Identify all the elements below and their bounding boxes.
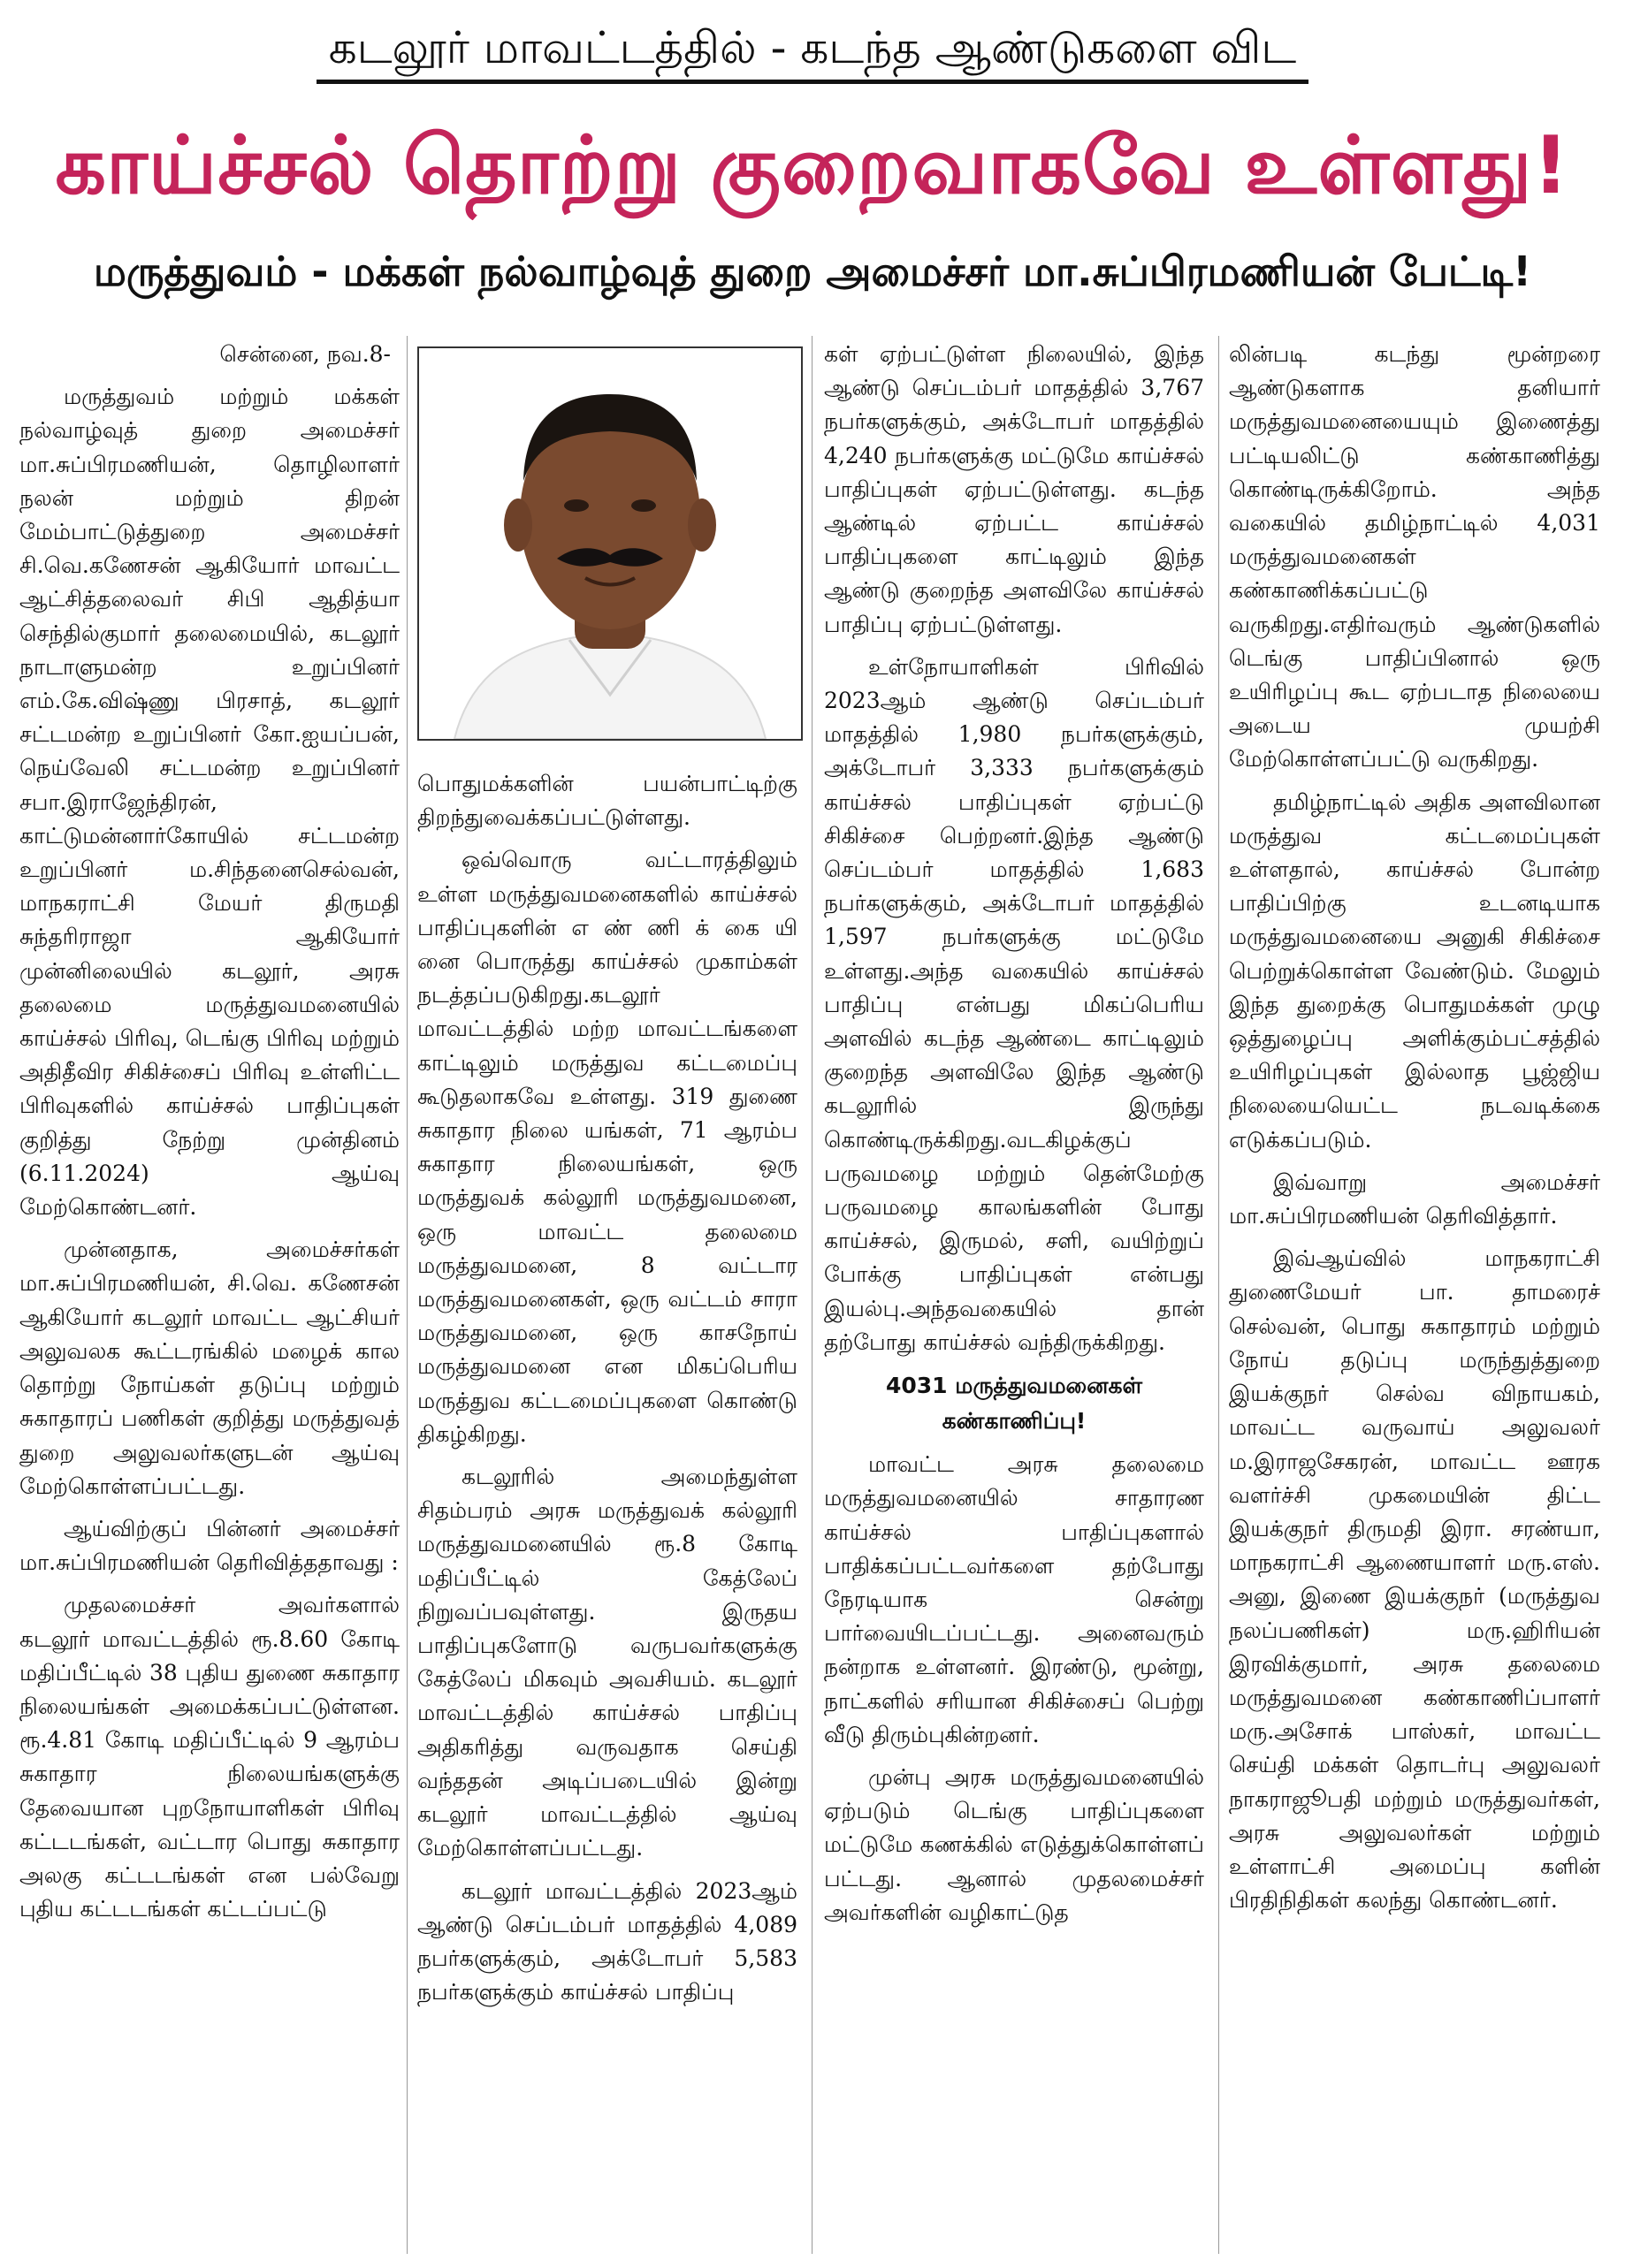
column-divider [1218, 336, 1219, 2254]
paragraph: முன்னதாக, அமைச்சர்கள் மா.சுப்பிரமணியன், சி.வெ. கணேசன் ஆகியோர் கடலூர் மாவட்ட ஆட்சியர் அலுவலக கூட்டரங்கில் மழைக் கால தொற்று நோய்கள் தடுப்பு மற்றும் சுகாதாரப் பணிகள் குறித்து மருத்துவத் துறை அலுவலர்களுடன் ஆய்வு மேற்கொள்ளப்பட்டது. [19, 1237, 400, 1499]
column-1 [19, 338, 400, 2247]
paragraph: ஆய்விற்குப் பின்னர் அமைச்சர் மா.சுப்பிரமணியன் தெரிவித்ததாவது : [19, 1515, 400, 1576]
paragraph: இவ்ஆய்வில் மாநகராட்சி துணைமேயர் பா. தாமரைச் செல்வன், பொது சுகாதாரம் மற்றும் நோய் தடுப்பு மருந்துத்துறை இயக்குநர் செல்வ விநாயகம், மாவட்ட வருவாய் அலுவலர் ம.இராஜசேகரன், மாவட்ட ஊரக வளர்ச்சி முகமையின் திட்ட இயக்குநர் திருமதி இரா. சரண்யா, மாநகராட்சி ஆணையாளர் மரு.எஸ். அனு, இணை இயக்குநர் (மருத்துவ நலப்பணிகள்) மரு.ஹிரியன் இரவிக்குமார், அரசு தலைமை மருத்துவமனை கண்காணிப்பாளர் மரு.அசோக் பாஸ்கர், மாவட்ட செய்தி மக்கள் தொடர்பு அலுவலர் நாகராஜூபதி மற்றும் மருத்துவர்கள், அரசு அலுவலர்கள் மற்றும் உள்ளாட்சி அமைப்பு களின் பிரதிநிதிகள் கலந்து கொண்டனர். [1229, 1245, 1600, 1914]
section-subtitle: 4031 மருத்துவமனைகள் கண்காணிப்பு! [885, 1373, 1143, 1435]
subheadline: மருத்துவம் - மக்கள் நல்வாழ்வுத் துறை அமைச்சர் மா.சுப்பிரமணியன் பேட்டி! [93, 247, 1532, 295]
column-divider [407, 336, 408, 2254]
paragraph: லின்படி கடந்து மூன்றரை ஆண்டுகளாக தனியார் மருத்துவமனையையும் இணைத்து பட்டியலிட்டு கண்காணித்து கொண்டிருக்கிறோம். அந்த வகையில் தமிழ்நாட்டில் 4,031 மருத்துவமனைகள் கண்காணிக்கப்பட்டு வருகிறது.எதிர்வரும் ஆண்டுகளில் டெங்கு பாதிப்பினால் ஒரு உயிரிழப்பு கூட ஏற்படாத நிலையை அடைய முயற்சி மேற்கொள்ளப்பட்டு வருகிறது. [1229, 341, 1600, 772]
dateline: சென்னை, நவ.8- [219, 341, 391, 367]
paragraph: கடலூரில் அமைந்துள்ள சிதம்பரம் அரசு மருத்துவக் கல்லூரி மருத்துவமனையில் ரூ.8 கோடி மதிப்பீட்டில் கேத்லேப் நிறுவப்பவுள்ளது. இருதய பாதிப்புகளோடு வருபவர்களுக்கு கேத்லேப் மிகவும் அவசியம். கடலூர் மாவட்டத்தில் காய்ச்சல் பாதிப்பு அதிகரித்து வருவதாக செய்தி வந்ததன் அடிப்படையில் இன்று கடலூர் மாவட்டத்தில் ஆய்வு மேற்கொள்ளப்பட்டது. [417, 1464, 797, 1861]
paragraph: மாவட்ட அரசு தலைமை மருத்துவமனையில் சாதாரண காய்ச்சல் பாதிப்புகளால் பாதிக்கப்பட்டவர்களை தற்போது நேரடியாக சென்று பார்வையிடப்பட்டது. அனைவரும் நன்றாக உள்ளனர். இரண்டு, மூன்று, நாட்களில் சரியான சிகிச்சைப் பெற்று வீடு திரும்புகின்றனர். [824, 1451, 1204, 1747]
paragraph: ஒவ்வொரு வட்டாரத்திலும் உள்ள மருத்துவமனைகளில் காய்ச்சல் பாதிப்புகளின் எ ண் ணி க் கை யி னை பொருத்து காய்ச்சல் முகாம்கள் நடத்தப்படுகிறது.கடலூர் மாவட்டத்தில் மற்ற மாவட்டங்களை காட்டிலும் மருத்துவ கட்டமைப்பு கூடுதலாகவே உள்ளது. 319 துணை சுகாதார நிலை யங்கள், 71 ஆரம்ப சுகாதார நிலையங்கள், ஒரு மருத்துவக் கல்லூரி மருத்துவமனை, ஒரு மாவட்ட தலைமை மருத்துவமனை, 8 வட்டார மருத்துவமனைகள், ஒரு வட்டம் சாரா மருத்துவமனை, ஒரு காசநோய் மருத்துவமனை என மிகப்பெரிய மருத்துவ கட்டமைப்புகளை கொண்டு திகழ்கிறது. [417, 847, 797, 1447]
paragraph: மருத்துவம் மற்றும் மக்கள் நல்வாழ்வுத் துறை அமைச்சர் மா.சுப்பிரமணியன், தொழிலாளர் நலன் மற்றும் திறன் மேம்பாட்டுத்துறை அமைச்சர் சி.வெ.கணேசன் ஆகியோர் மாவட்ட ஆட்சித்தலைவர் சிபி ஆதித்யா செந்தில்குமார் தலைமையில், கடலூர் நாடாளுமன்ற உறுப்பினர் எம்.கே.விஷ்ணு பிரசாத், கடலூர் சட்டமன்ற உறுப்பினர் கோ.ஐயப்பன், நெய்வேலி சட்டமன்ற உறுப்பினர் சபா.இராஜேந்திரன், காட்டுமன்னார்கோயில் சட்டமன்ற உறுப்பினர் ம.சிந்தனைசெல்வன், மாநகராட்சி மேயர் திருமதி சுந்தரிராஜா ஆகியோர் முன்னிலையில் கடலூர், அரசு தலைமை மருத்துவமனையில் காய்ச்சல் பிரிவு, டெங்கு பிரிவு மற்றும் அதிதீவிர சிகிச்சைப் பிரிவு உள்ளிட்ட பிரிவுகளில் காய்ச்சல் பாதிப்புகள் குறித்து நேற்று முன்தினம் (6.11.2024) ஆய்வு மேற்கொண்டனர். [19, 384, 400, 1221]
paragraph: இவ்வாறு அமைச்சர் மா.சுப்பிரமணியன் தெரிவித்தார். [1229, 1168, 1600, 1229]
paragraph: கடலூர் மாவட்டத்தில் 2023ஆம் ஆண்டு செப்டம்பர் மாதத்தில் 4,089 நபர்களுக்கும், அக்டோபர் 5,583 நபர்களுக்கும் காய்ச்சல் பாதிப்பு [417, 1877, 797, 2005]
paragraph: முதலமைச்சர் அவர்களால் கடலூர் மாவட்டத்தில் ரூ.8.60 கோடி மதிப்பீட்டில் 38 புதிய துணை சுகாதார நிலையங்கள் அமைக்கப்பட்டுள்ளன. ரூ.4.81 கோடி மதிப்பீட்டில் 9 ஆரம்ப சுகாதார நிலையங்களுக்கு தேவையான புறநோயாளிகள் பிரிவு கட்டடங்கள், வட்டார பொது சுகாதார அலகு கட்டடங்கள் என பல்வேறு புதிய கட்டடங்கள் கட்டப்பட்டு [19, 1592, 400, 1922]
kicker-text: கடலூர் மாவட்டத்தில் - கடந்த ஆண்டுகளை விட [317, 19, 1308, 84]
kicker [0, 19, 1625, 84]
column-3 [824, 338, 1204, 2247]
paragraph: கள் ஏற்பட்டுள்ள நிலையில், இந்த ஆண்டு செப்டம்பர் மாதத்தில் 3,767 நபர்களுக்கும், அக்டோபர் மாதத்தில் 4,240 நபர்களுக்கு மட்டுமே காய்ச்சல் பாதிப்புகள் ஏற்பட்டுள்ளது. கடந்த ஆண்டில் ஏற்பட்ட காய்ச்சல் பாதிப்புகளை காட்டிலும் இந்த ஆண்டு குறைந்த அளவிலே காய்ச்சல் பாதிப்பு ஏற்பட்டுள்ளது. [824, 341, 1204, 637]
paragraph: முன்பு அரசு மருத்துவமனையில் ஏற்படும் டெங்கு பாதிப்புகளை மட்டுமே கணக்கில் எடுத்துக்கொள்ளப் பட்டது. ஆனால் முதலமைச்சர் அவர்களின் வழிகாட்டுத [824, 1763, 1204, 1925]
portrait-icon [419, 348, 801, 739]
paragraph: பொதுமக்களின் பயன்பாட்டிற்கு திறந்துவைக்கப்பட்டுள்ளது. [417, 771, 797, 831]
column-4 [1229, 338, 1600, 2247]
paragraph: உள்நோயாளிகள் பிரிவில் 2023ஆம் ஆண்டு செப்டம்பர் மாதத்தில் 1,980 நபர்களுக்கும், அக்டோபர் 3,333 நபர்களுக்கும் காய்ச்சல் பாதிப்புகள் ஏற்பட்டு சிகிச்சை பெற்றனர்.இந்த ஆண்டு செப்டம்பர் மாதத்தில் 1,683 நபர்களுக்கும், அக்டோபர் மாதத்தில் 1,597 நபர்களுக்கு மட்டுமே உள்ளது.அந்த வகையில் காய்ச்சல் பாதிப்பு என்பது மிகப்பெரிய அளவில் கடந்த ஆண்டை காட்டிலும் குறைந்த அளவிலே இந்த ஆண்டு கடலூரில் இருந்து கொண்டிருக்கிறது.வடகிழக்குப் பருவமழை மற்றும் தென்மேற்கு பருவமழை காலங்களின் போது காய்ச்சல், இருமல், சளி, வயிற்றுப் போக்கு பாதிப்புகள் என்பது இயல்பு.அந்தவகையில் தான் தற்போது காய்ச்சல் வந்திருக்கிறது. [824, 653, 1204, 1355]
column-2 [417, 767, 797, 2243]
paragraph: தமிழ்நாட்டில் அதிக அளவிலான மருத்துவ கட்டமைப்புகள் உள்ளதால், காய்ச்சல் போன்ற பாதிப்பிற்கு உடனடியாக மருத்துவமனையை அனுகி சிகிச்சை பெற்றுக்கொள்ள வேண்டும். மேலும் இந்த துறைக்கு பொதுமக்கள் முழு ஒத்துழைப்பு அளிக்கும்பட்சத்தில் உயிரிழப்புகள் இல்லாத பூஜ்ஜிய நிலையையெட்ட நடவடிக்கை எடுக்கப்படும். [1229, 788, 1600, 1153]
headline: காய்ச்சல் தொற்று குறைவாகவே உள்ளது! [55, 119, 1570, 212]
portrait-photo [417, 346, 803, 741]
